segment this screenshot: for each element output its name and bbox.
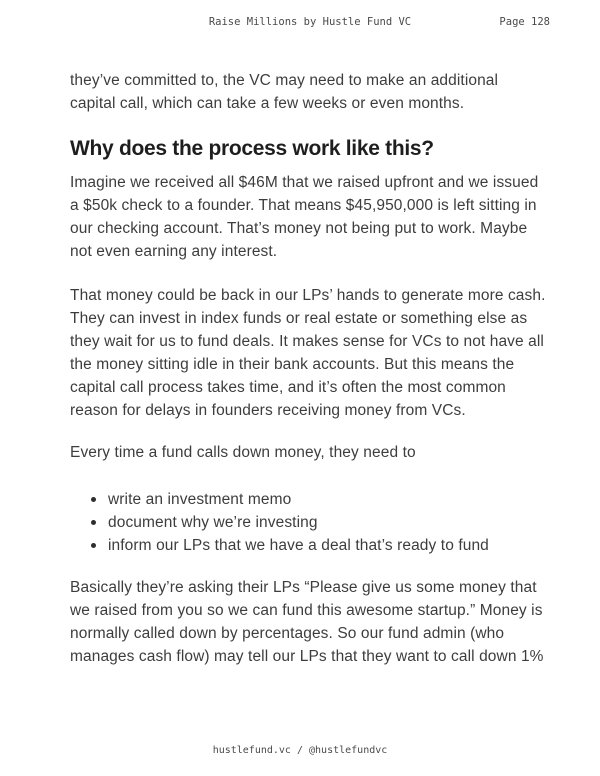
text-line: That money could be back in our LPs’ hands to generate more cash. (70, 287, 546, 304)
text-line: we raised from you so we can fund this awesome startup.” Money is (70, 602, 543, 619)
text-line: reason for delays in founders receiving money from VCs. (70, 402, 466, 419)
text-line: a $50k check to a founder. That means $45,950,000 is left sitting in (70, 197, 537, 214)
text-line: Basically they’re asking their LPs “Please give us some money that (70, 579, 537, 596)
list-item (91, 488, 550, 511)
text-line: they’ve committed to, the VC may need to make an additional (70, 72, 499, 89)
paragraph-imagine (70, 171, 550, 263)
text-line: Imagine we received all $46M that we raised upfront and we issued (70, 174, 539, 191)
running-title: Raise Millions by Hustle Fund VC (208, 16, 412, 28)
text-line: manages cash flow) may tell our LPs that they want to call down 1% (70, 648, 544, 665)
footer-site-handle: hustlefund.vc / @hustlefundvc (212, 745, 388, 756)
text-line: the money sitting idle in their bank accounts. But this means the (70, 356, 515, 373)
list-item (91, 534, 550, 557)
bullet-text: inform our LPs that we have a deal that’s ready to fund (108, 537, 489, 554)
page-header (0, 0, 600, 29)
bullet-list (70, 488, 550, 557)
page-number: Page 128 (499, 16, 550, 28)
paragraph-lps-money (70, 284, 550, 422)
text-line: They can invest in index funds or real estate or something else as (70, 310, 528, 327)
text-line: capital call, which can take a few weeks or even months. (70, 95, 465, 112)
text-line: our checking account. That’s money not being put to work. Maybe (70, 220, 528, 237)
paragraph-intro (70, 69, 550, 115)
text-line: they wait for us to fund deals. It makes sense for VCs to not have all (70, 333, 544, 350)
list-item (91, 511, 550, 534)
text-line: not even earning any interest. (70, 243, 278, 260)
page-footer (0, 744, 600, 757)
page-content (0, 69, 600, 668)
bullet-text: document why we’re investing (108, 514, 318, 531)
section-heading: Why does the process work like this? (70, 137, 434, 160)
bullet-icon (91, 497, 96, 502)
text-line: normally called down by percentages. So our fund admin (who (70, 625, 505, 642)
bullet-icon (91, 520, 96, 525)
text-line: capital call process takes time, and it’s often the most common (70, 379, 506, 396)
paragraph-basically (70, 576, 550, 668)
paragraph-lead-in: Every time a fund calls down money, they need to (70, 444, 416, 461)
bullet-icon (91, 543, 96, 548)
bullet-text: write an investment memo (108, 491, 292, 508)
